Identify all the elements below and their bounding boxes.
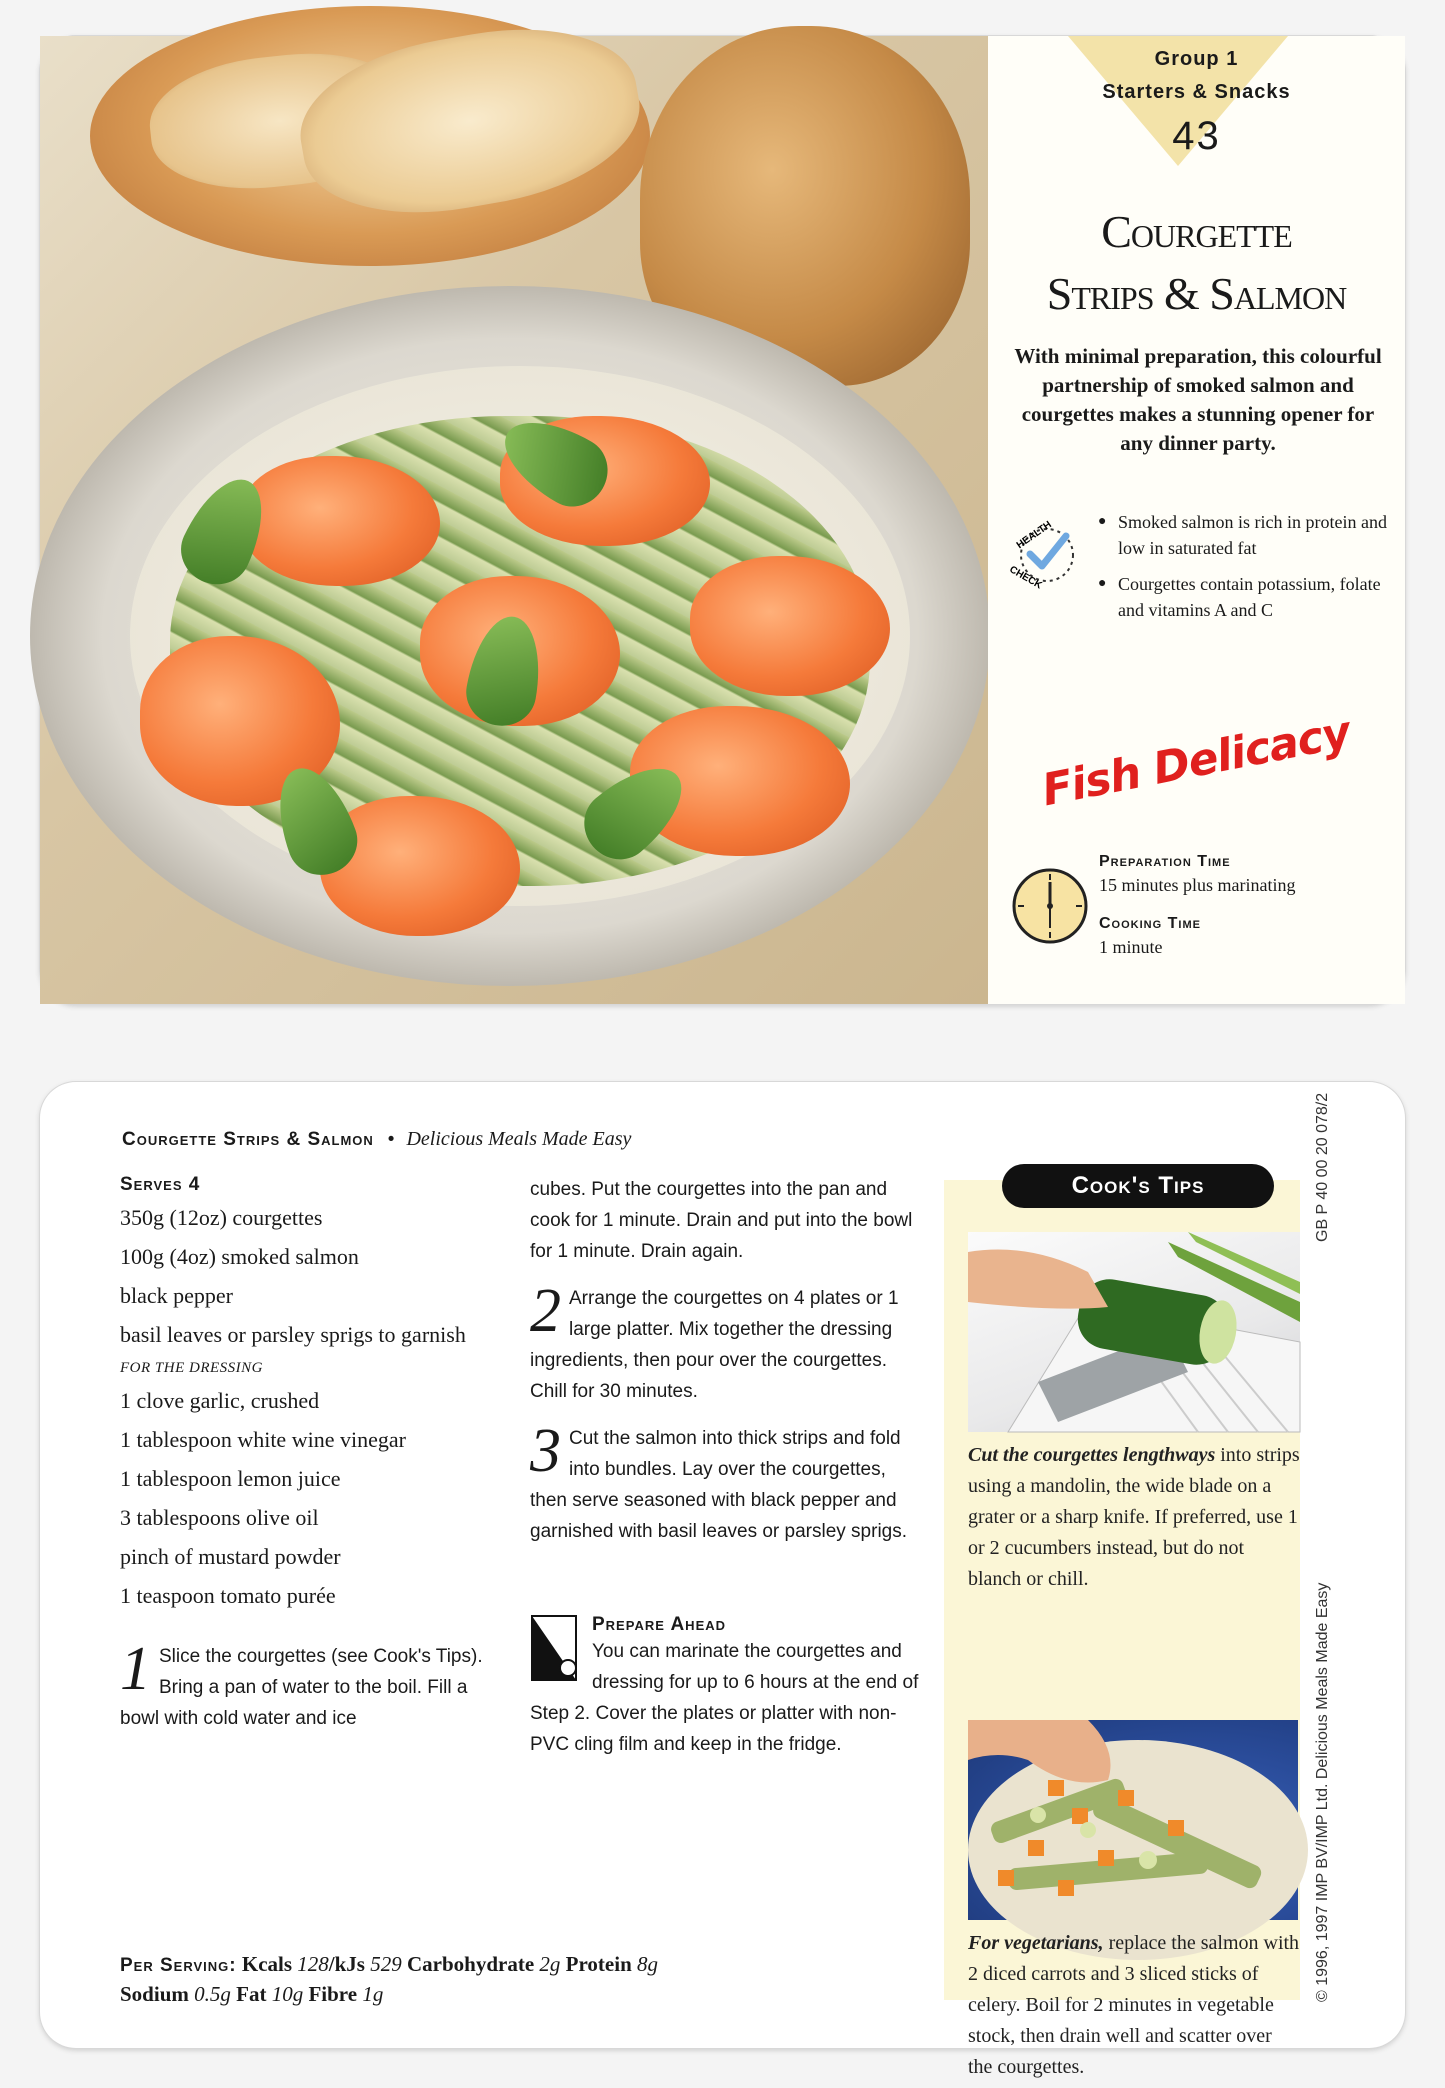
health-point: ● Courgettes contain potassium, folate and vitamins A and C xyxy=(1098,571,1388,623)
vegetarian-dish-photo xyxy=(968,1720,1298,1920)
dish-photo xyxy=(40,36,988,1004)
mandolin-photo xyxy=(968,1232,1300,1432)
tip-1-text: into strips using a mandolin, the wide blade on a grater or a sharp knife. If preferred, use 1 or 2 cucumbers instead, but do not blanch or chill. xyxy=(968,1444,1300,1590)
sodium-value: 0.5g xyxy=(194,1982,231,2006)
health-badge-top: HEALTH xyxy=(1014,519,1054,552)
fibre-label: Fibre xyxy=(308,1982,358,2006)
cooks-tips-title: Cook's Tips xyxy=(1002,1164,1274,1208)
sodium-label: Sodium xyxy=(120,1982,189,2006)
step-number: 3 xyxy=(530,1417,561,1485)
kcals-label: Kcals xyxy=(241,1952,293,1976)
fat-label: Fat xyxy=(236,1982,267,2006)
method-column xyxy=(530,1174,920,1563)
step-text: Cut the salmon into thick strips and fold into bundles. Lay over the courgettes, then serve seasoned with black pepper and garnished with basil leaves or parsley sprigs. xyxy=(530,1428,908,1542)
prep-time-value: 15 minutes plus marinating xyxy=(1099,875,1296,895)
nutrition-info xyxy=(120,1950,920,2009)
card-number: 43 xyxy=(1172,114,1221,158)
product-code: GB P 40 00 20 078/2 xyxy=(1314,1092,1331,1242)
recipe-card-back xyxy=(40,1082,1405,2078)
fat-value: 10g xyxy=(271,1982,304,2006)
prepare-ahead-box xyxy=(530,1614,920,1760)
protein-value: 8g xyxy=(637,1952,659,1976)
tip-2-lead: For vegetarians, xyxy=(968,1932,1104,1954)
vegetarian-dish-illustration xyxy=(968,1720,1298,1920)
health-point: ● Smoked salmon is rich in protein and low in saturated fat xyxy=(1098,509,1388,561)
kj-label: /kJs xyxy=(328,1952,365,1976)
tip-2 xyxy=(968,1928,1300,2083)
recipe-title-line2: Strips & Salmon xyxy=(1046,268,1347,319)
salmon-bundle-image xyxy=(690,556,890,696)
dressing-item: 1 tablespoon white wine vinegar xyxy=(120,1427,406,1452)
recipe-title-line1: Courgette xyxy=(1101,206,1292,257)
method-step-1-continued xyxy=(530,1174,920,1267)
clock-icon xyxy=(1010,866,1090,946)
copyright-notice: © 1996, 1997 IMP BV/IMP Ltd. Delicious Meals Made Easy xyxy=(1314,1582,1331,2002)
prep-time-label: Preparation Time xyxy=(1099,853,1231,870)
fibre-value: 1g xyxy=(362,1982,384,2006)
cook-time-value: 1 minute xyxy=(1099,937,1163,957)
protein-label: Protein xyxy=(565,1952,632,1976)
ingredients-column xyxy=(120,1174,490,1734)
carb-value: 2g xyxy=(539,1952,561,1976)
health-points-list xyxy=(1098,509,1388,633)
tip-2-text: replace the salmon with 2 diced carrots and 3 sliced sticks of celery. Boil for 2 minutes in vegetable stock, then drain well and scatter over the courgettes. xyxy=(968,1932,1300,2078)
recipe-title xyxy=(988,201,1405,325)
step-text: Arrange the courgettes on 4 plates or 1 large platter. Mix together the dressing ingredients, then pour over the courgettes. Chill for 30 minutes. xyxy=(530,1288,899,1402)
tip-1-lead: Cut the courgettes lengthways xyxy=(968,1444,1216,1466)
ingredient-item: 350g (12oz) courgettes xyxy=(120,1205,323,1230)
health-check-icon xyxy=(1006,514,1088,596)
tip-1 xyxy=(968,1440,1300,1595)
dressing-item: 1 tablespoon lemon juice xyxy=(120,1466,341,1491)
prepare-ahead-text: You can marinate the courgettes and dressing for up to 6 hours at the end of Step 2. Cover the plates or platter with non-PVC cling film and keep in the fridge. xyxy=(530,1641,919,1755)
dressing-label: FOR THE DRESSING xyxy=(120,1360,263,1376)
dressing-item: pinch of mustard powder xyxy=(120,1544,341,1569)
method-step-1 xyxy=(120,1635,490,1734)
step-text: cubes. Put the courgettes into the pan and cook for 1 minute. Drain and put into the bowl for 1 minute. Drain again. xyxy=(530,1179,913,1262)
mandolin-illustration xyxy=(968,1232,1300,1432)
step-text: Slice the courgettes (see Cook's Tips). Bring a pan of water to the boil. Fill a bowl with cold water and ice xyxy=(120,1646,483,1729)
cooks-tips-panel xyxy=(944,1172,1300,2078)
kj-value: 529 xyxy=(370,1952,402,1976)
theme-label: Fish Delicacy xyxy=(1038,706,1355,817)
back-header-series: Delicious Meals Made Easy xyxy=(406,1128,632,1150)
per-serving-label: Per Serving: xyxy=(120,1955,237,1976)
method-step-2 xyxy=(530,1277,920,1407)
dressing-item: 1 teaspoon tomato purée xyxy=(120,1583,336,1608)
recipe-intro: With minimal preparation, this colourful partnership of smoked salmon and courgettes makes a stunning opener for any dinner party. xyxy=(1014,344,1382,455)
ingredient-item: basil leaves or parsley sprigs to garnish xyxy=(120,1322,466,1347)
ingredient-item: 100g (4oz) smoked salmon xyxy=(120,1244,359,1269)
kcals-value: 128 xyxy=(297,1952,329,1976)
recipe-card-front xyxy=(40,36,1405,1004)
group-label: Group 1 xyxy=(1154,48,1239,70)
dressing-item: 1 clove garlic, crushed xyxy=(120,1388,320,1413)
ingredient-item: black pepper xyxy=(120,1283,233,1308)
cook-time-label: Cooking Time xyxy=(1099,915,1201,932)
recipe-info-panel xyxy=(988,36,1405,1004)
step-number: 2 xyxy=(530,1277,561,1345)
category-label: Starters & Snacks xyxy=(1102,81,1291,103)
carb-label: Carbohydrate xyxy=(406,1952,535,1976)
serves-label: Serves 4 xyxy=(120,1174,201,1195)
step-number: 1 xyxy=(120,1635,151,1703)
dressing-item: 3 tablespoons olive oil xyxy=(120,1505,319,1530)
prepare-ahead-title: Prepare Ahead xyxy=(592,1614,727,1635)
salmon-bundle-image xyxy=(240,456,440,586)
method-step-3 xyxy=(530,1417,920,1547)
back-header-title: Courgette Strips & Salmon xyxy=(122,1129,374,1150)
health-badge-bottom: CHECK xyxy=(1007,564,1044,592)
back-header xyxy=(122,1128,631,1151)
header-separator: • xyxy=(387,1129,395,1150)
